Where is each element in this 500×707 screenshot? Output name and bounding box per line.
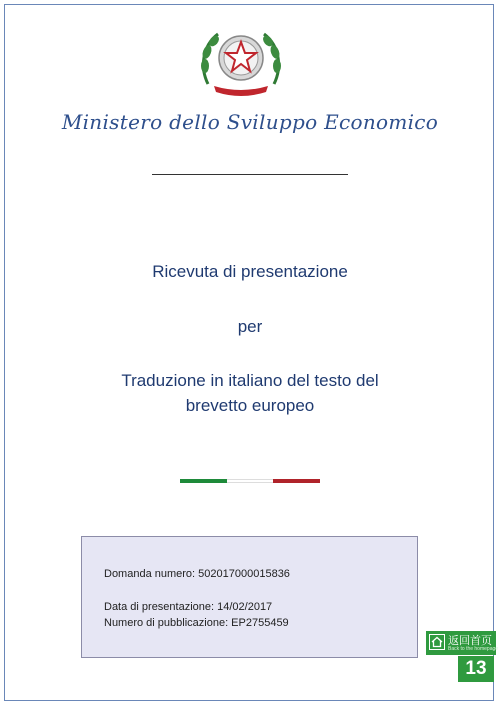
application-info-box <box>81 536 418 658</box>
receipt-subject-line1: Traduzione in italiano del testo del <box>121 371 379 390</box>
publication-number: Numero di pubblicazione: EP2755459 <box>104 617 289 629</box>
flag-green <box>180 479 227 483</box>
back-to-homepage-button[interactable] <box>426 631 499 655</box>
home-button-label: 返回首页 <box>448 634 492 647</box>
italian-republic-emblem-icon <box>196 24 286 98</box>
flag-white <box>227 479 274 483</box>
ministry-name: Ministero dello Sviluppo Economico <box>61 110 439 134</box>
receipt-title: Ricevuta di presentazione <box>152 262 348 281</box>
filing-date: Data di presentazione: 14/02/2017 <box>104 601 273 613</box>
application-number: Domanda numero: 502017000015836 <box>104 568 290 580</box>
home-icon <box>429 634 445 650</box>
receipt-subject <box>0 368 500 418</box>
flag-red <box>273 479 320 483</box>
italian-flag-stripe <box>180 479 320 483</box>
page-number-badge: 13 <box>458 656 494 682</box>
divider <box>152 174 348 175</box>
home-button-sublabel: Back to the homepage <box>448 646 499 652</box>
receipt-title-per: per <box>237 317 263 336</box>
receipt-subject-line2: brevetto europeo <box>185 396 315 415</box>
